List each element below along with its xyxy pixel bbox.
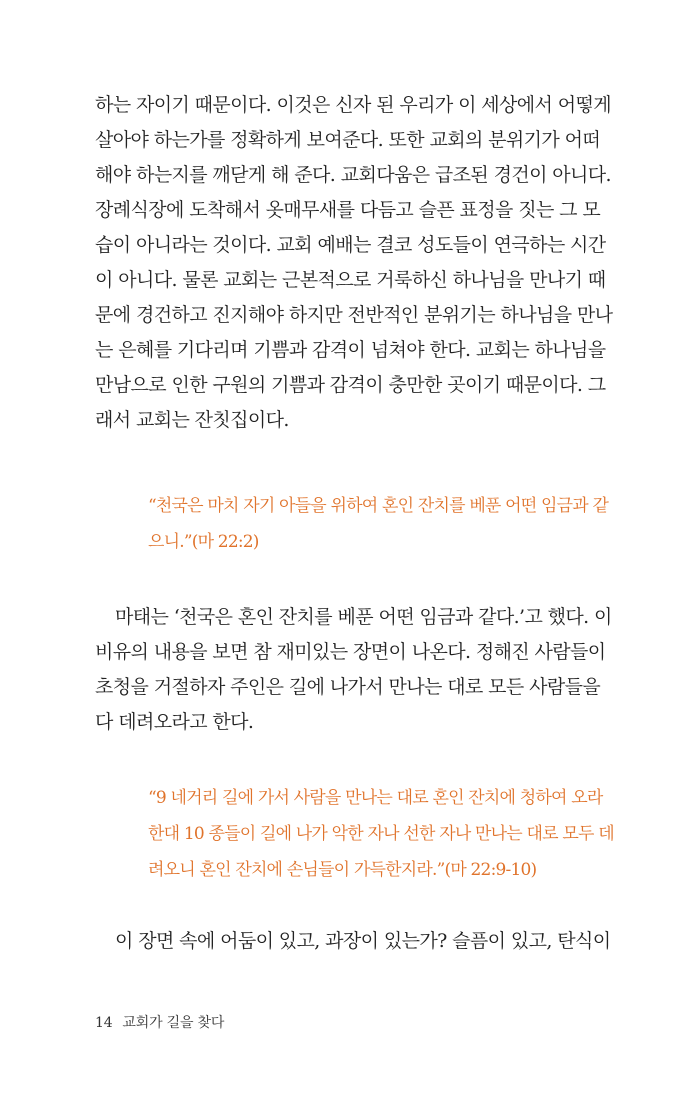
body-line: 초청을 거절하자 주인은 길에 나가서 만나는 대로 모든 사람들을 — [95, 676, 601, 698]
quote-line: “천국은 마치 자기 아들을 위하여 혼인 잔치를 베푼 어떤 임금과 같 — [148, 496, 609, 516]
body-line: 비유의 내용을 보면 참 재미있는 장면이 나온다. 정해진 사람들이 — [95, 641, 606, 663]
body-line: 는 은혜를 기다리며 기쁨과 감격이 넘쳐야 한다. 교회는 하나님을 — [95, 339, 606, 361]
body-paragraph-3 — [95, 924, 611, 959]
quote-line: 한대 10 종들이 길에 나가 악한 자나 선한 자나 만나는 대로 모두 데 — [148, 824, 614, 844]
body-line: 마태는 ‘천국은 혼인 잔치를 베푼 어떤 임금과 같다.’고 했다. 이 — [115, 606, 612, 628]
body-line: 해야 하는지를 깨닫게 해 준다. 교회다움은 급조된 경건이 아니다. — [95, 164, 612, 186]
body-line: 하는 자이기 때문이다. 이것은 신자 된 우리가 이 세상에서 어떻게 — [95, 94, 612, 116]
body-line: 장례식장에 도착해서 옷매무새를 다듬고 슬픈 표정을 짓는 그 모 — [95, 199, 601, 221]
body-line: 이 장면 속에 어둠이 있고, 과장이 있는가? 슬픔이 있고, 탄식이 — [115, 930, 611, 952]
body-line: 다 데려오라고 한다. — [95, 711, 254, 733]
running-title: 교회가 길을 찾다 — [122, 1015, 225, 1031]
quote-line: “9 네거리 길에 가서 사람을 만나는 대로 혼인 잔치에 청하여 오라 — [148, 788, 603, 808]
quote-line: 려오니 혼인 잔치에 손님들이 가득한지라.”(마 22:9-10) — [148, 860, 537, 880]
page-footer — [95, 1012, 224, 1032]
scripture-quote-2 — [148, 780, 614, 888]
body-line: 만남으로 인한 구원의 기쁨과 감격이 충만한 곳이기 때문이다. 그 — [95, 374, 606, 396]
body-line: 문에 경건하고 진지해야 하지만 전반적인 분위기는 하나님을 만나 — [95, 304, 613, 326]
scripture-quote-1 — [148, 488, 608, 560]
body-line: 이 아니다. 물론 교회는 근본적으로 거룩하신 하나님을 만나기 때 — [95, 269, 606, 291]
page-number: 14 — [95, 1015, 113, 1031]
body-paragraph-2 — [95, 600, 612, 740]
body-line: 살아야 하는가를 정확하게 보여준다. 또한 교회의 분위기가 어떠 — [95, 129, 601, 151]
quote-line: 으니.”(마 22:2) — [148, 532, 259, 552]
body-line: 래서 교회는 잔칫집이다. — [95, 409, 289, 431]
body-line: 습이 아니라는 것이다. 교회 예배는 결코 성도들이 연극하는 시간 — [95, 234, 606, 256]
body-paragraph-1 — [95, 88, 613, 438]
